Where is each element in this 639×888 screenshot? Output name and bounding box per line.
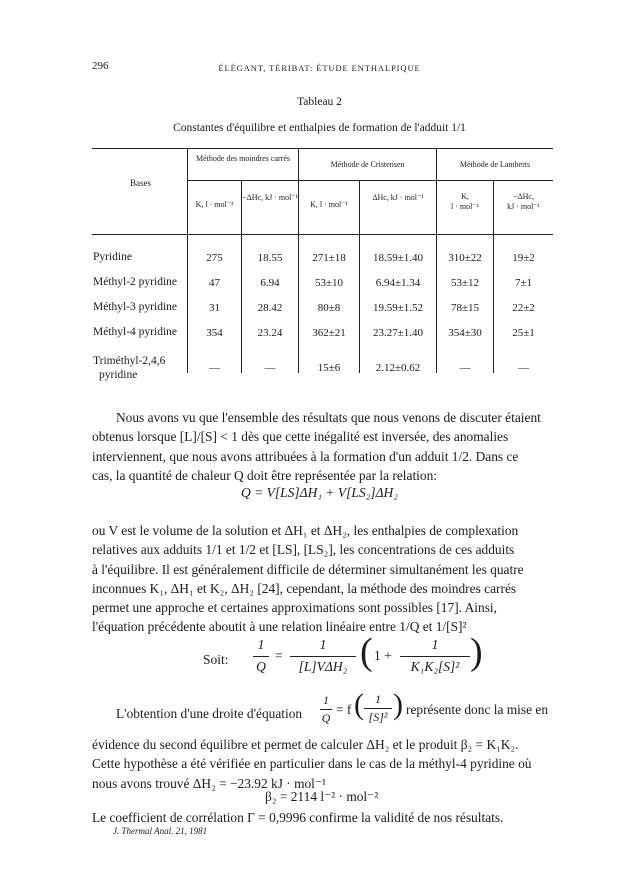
group-header-lamberts: Méthode de Lamberts xyxy=(459,160,531,169)
row-base: Triméthyl-2,4,6 xyxy=(93,355,166,367)
table-cell: 362±21 xyxy=(312,327,346,339)
group-header-moindres: Méthode des moindres carrés xyxy=(196,154,290,163)
table-header-rule xyxy=(92,234,553,235)
text-segment: L'obtention d'une droite d'équation xyxy=(116,706,303,721)
table-cell: 18.55 xyxy=(257,252,283,264)
fraction-numerator: 1 xyxy=(319,637,327,652)
fraction-numerator: 1 xyxy=(257,637,265,652)
text-line: l'équation précédente aboutit à une relation linéaire entre 1/Q et 1/[S]² xyxy=(92,619,467,635)
text-line: évidence du second équilibre et permet de calculer ΔH₂ et le produit β₂ = K₁K₂. xyxy=(92,737,519,752)
row-base: Pyridine xyxy=(93,251,132,263)
text-segment: représente donc la mise en xyxy=(406,702,549,717)
table-cell: 19±2 xyxy=(512,252,535,264)
table-cell: 354±30 xyxy=(448,327,482,339)
left-paren: ( xyxy=(360,631,373,673)
table-cell: 275 xyxy=(206,252,223,264)
table-cell: 15±6 xyxy=(317,362,341,374)
table-cell: 47 xyxy=(209,277,220,289)
table-cell: 18.59±1.40 xyxy=(372,252,424,264)
table-cell: — xyxy=(459,362,471,374)
fraction-numerator: 1 xyxy=(431,637,439,652)
table-cell: 354 xyxy=(206,327,223,339)
text-line: nous avons trouvé ΔH₂ = −23.92 kJ · mol⁻¹ xyxy=(92,775,326,791)
table-cell: 23.24 xyxy=(257,327,283,339)
table-title: Tableau 2 xyxy=(297,96,342,108)
subheader-dh-1: −ΔHc, kJ · mol⁻¹ xyxy=(242,193,298,202)
row-base: Méthyl-3 pyridine xyxy=(93,301,177,313)
table-cell: 78±15 xyxy=(450,302,480,314)
footer-citation: J. Thermal Anal. 21, 1981 xyxy=(113,826,208,836)
subheader-dh-2: ΔHc, kJ · mol⁻¹ xyxy=(372,193,424,202)
paragraph-3 xyxy=(92,735,553,793)
soit-label: Soit: xyxy=(203,652,229,667)
table-cell: 271±18 xyxy=(312,252,346,264)
fraction-denominator: Q xyxy=(256,659,266,674)
page-number: 296 xyxy=(92,60,109,72)
text-line: obtenus lorsque [L]/[S] < 1 dès que cette inégalité est inversée, des anomalies xyxy=(92,429,509,445)
running-title: ÉLÉGANT, TÉRIBAT: ÉTUDE ENTHALPIQUE xyxy=(218,63,421,73)
table-cell: 19.59±1.52 xyxy=(372,302,424,314)
fraction-bar xyxy=(364,708,392,709)
subheader-k-3-line1: K, xyxy=(461,192,469,201)
text-line: relatives aux adduits 1/1 et 1/2 et [LS], [LS₂], les concentrations de ces adduits xyxy=(92,542,515,558)
subheader-k-3 xyxy=(437,192,493,212)
right-paren: ) xyxy=(393,688,403,721)
fraction-denominator: Q xyxy=(321,711,331,725)
table-cell: 6.94±1.34 xyxy=(375,277,421,289)
text-line: Nous avons vu que l'ensemble des résultats que nous venons de discuter étaient xyxy=(116,410,541,425)
table-cell: 23.27±1.40 xyxy=(372,327,424,339)
table-top-rule xyxy=(92,148,553,149)
left-paren: ( xyxy=(354,688,364,721)
text-line: à l'équilibre. Il est généralement difficile de déterminer simultanément les quatre xyxy=(92,561,524,577)
fraction-denominator: K₁K₂[S]² xyxy=(410,659,460,674)
equals-sign: = xyxy=(275,648,283,663)
paragraph-2 xyxy=(92,521,553,637)
text-line: ou V est le volume de la solution et ΔH₁ et ΔH₂, les enthalpies de complexation xyxy=(92,523,519,538)
right-paren: ) xyxy=(470,631,483,673)
table-cell: 80±8 xyxy=(317,302,341,314)
table-cell: 25±1 xyxy=(512,327,535,339)
table-cell: 53±12 xyxy=(450,277,480,289)
table-cell: 7±1 xyxy=(514,277,533,289)
text-line: interviennent, que nous avons attribuées à la formation d'un adduit 1/2. Dans ce xyxy=(92,448,519,464)
table-cell: 31 xyxy=(209,302,220,314)
subheader-k-2: K, l · mol⁻¹ xyxy=(310,200,348,209)
text-line: cas, la quantité de chaleur Q doit être représentée par la relation: xyxy=(92,467,438,483)
row-base: Méthyl-2 pyridine xyxy=(93,276,177,288)
row-base: Méthyl-4 pyridine xyxy=(93,326,177,338)
paragraph-4: Le coefficient de corrélation Γ = 0,9996 confirme la validité de nos résultats. xyxy=(92,810,504,825)
text-line: inconnues K₁, ΔH₁ et K₂, ΔH₂ [24], cependant, la méthode des moindres carrés xyxy=(92,580,517,596)
fraction-denominator: [S]² xyxy=(368,710,388,724)
row-base-continued: pyridine xyxy=(99,369,138,381)
table-cell: 310±22 xyxy=(448,252,482,264)
text-line: Cette hypothèse a été vérifiée en particulier dans le cas de la méthyl-4 pyridine où xyxy=(92,756,532,772)
subheader-dh-3-line2: kJ · mol⁻¹ xyxy=(507,202,540,211)
table-cell: 28.42 xyxy=(257,302,283,314)
table-cell: 6.94 xyxy=(260,277,280,289)
paragraph-1 xyxy=(92,408,553,485)
fraction-bar xyxy=(253,656,269,657)
bases-header: Bases xyxy=(130,178,151,188)
table-subtitle: Constantes d'équilibre et enthalpies de formation de l'adduit 1/1 xyxy=(173,122,466,134)
text-line: permet une approche et certaines approximations sont possibles [17]. Ainsi, xyxy=(92,600,497,616)
beta-value: β₂ = 2114 l⁻² · mol⁻² xyxy=(265,789,379,804)
text-segment: = f xyxy=(336,702,352,717)
fraction-denominator: [L]VΔH₂ xyxy=(298,659,348,674)
subheader-k-1: K, l · mol⁻¹ xyxy=(195,200,234,209)
table-cell: 22±2 xyxy=(512,302,535,314)
table-cell: 2.12±0.62 xyxy=(375,362,421,374)
fraction-bar xyxy=(400,656,470,657)
group-header-cristensen: Méthode de Cristensen xyxy=(330,160,405,169)
fraction-bar xyxy=(320,709,332,710)
subheader-k-3-line2: l · mol⁻¹ xyxy=(451,202,479,211)
table-cell: — xyxy=(518,362,529,374)
equation-1: Q = V[LS]ΔH₁ + V[LS₂]ΔH₂ xyxy=(241,485,398,500)
subheader-dh-3-line1: −ΔHc, xyxy=(513,192,534,201)
fraction-numerator: 1 xyxy=(323,693,329,707)
paren-one: 1 + xyxy=(374,648,392,663)
subheader-dh-3 xyxy=(494,192,553,212)
table-cell: — xyxy=(209,362,220,374)
table-cell: — xyxy=(264,362,276,374)
fraction-bar xyxy=(290,656,356,657)
table-cell: 53±10 xyxy=(314,277,344,289)
fraction-numerator: 1 xyxy=(375,692,381,706)
